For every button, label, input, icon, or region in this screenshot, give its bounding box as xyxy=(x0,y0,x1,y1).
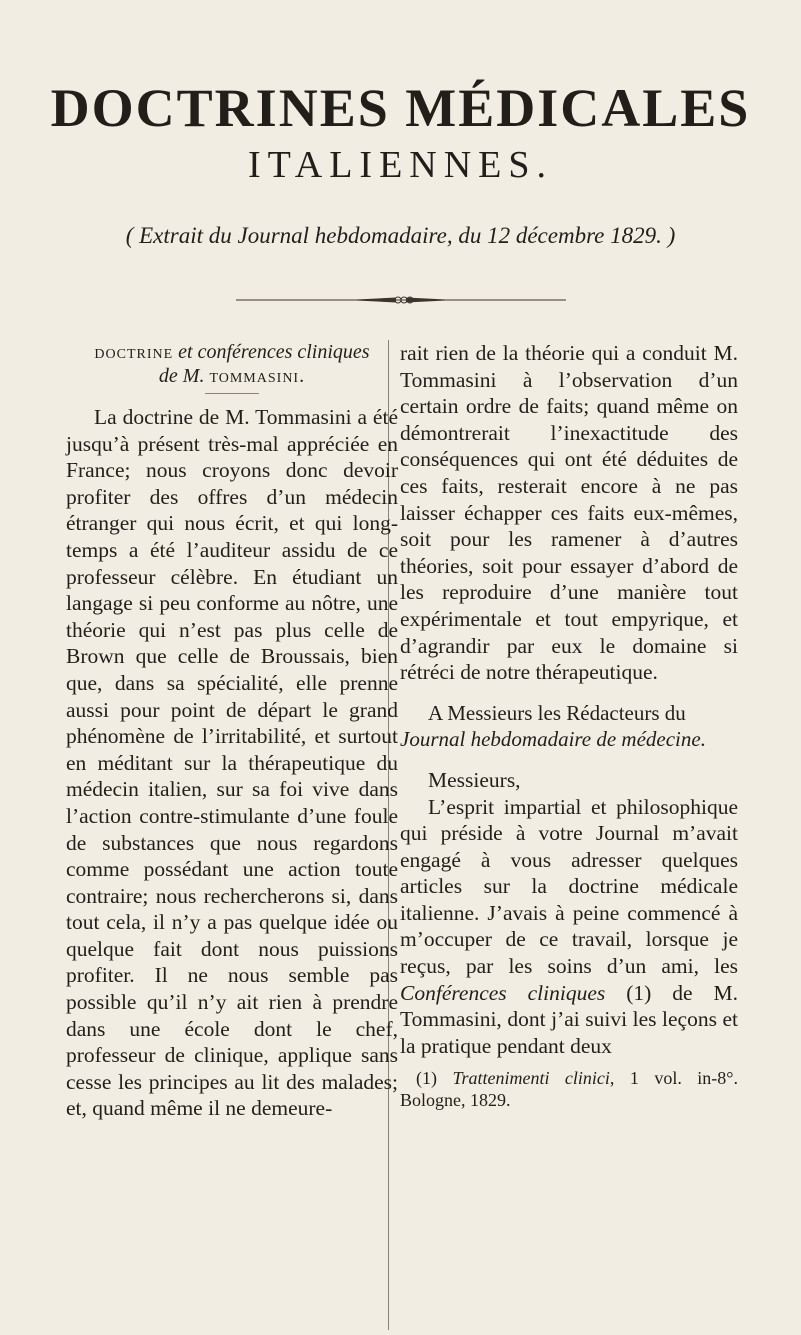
heading-connector: et xyxy=(178,341,193,363)
extract-open: ( xyxy=(125,223,140,248)
letter-address xyxy=(400,700,738,753)
continuation-paragraph: rait rien de la théorie qui a conduit M. Tommasini à l’observation d’un certain ordre de faits; quand même on démontrerait l’inexactitude des conséquences qui ont été déduites de ces faits, resterait encore à ne pas laisser échapper ces faits eux-mêmes, soit pour les ramener à d’autres théories, soit pour essayer d’abord de les reproduire d’une manière tout expérimentale et tout empyrique, et d’agrandir par eux le domaine si rétréci de notre thérapeutique. xyxy=(400,341,738,685)
article-heading-line1 xyxy=(66,340,398,364)
left-column xyxy=(66,340,398,1122)
letter-ref: (1) de xyxy=(605,980,693,1005)
heading-doctrine: doctrine xyxy=(94,341,174,363)
address-prefix: A Messieurs les Rédacteurs du xyxy=(428,700,686,725)
extract-text: Extrait du Journal hebdomadaire, du xyxy=(139,223,482,248)
address-journal: Journal hebdomadaire de médecine. xyxy=(400,727,706,752)
letter-italic-title: Conférences cliniques xyxy=(400,980,606,1005)
footnote-marker: (1) xyxy=(416,1068,453,1089)
extract-date: 12 décembre 1829. xyxy=(481,223,662,248)
main-subtitle: ITALIENNES. xyxy=(247,144,554,186)
article-heading-line2 xyxy=(66,364,398,388)
letter-salutation: Messieurs, xyxy=(428,767,521,792)
heading-de: de M. xyxy=(158,365,205,387)
ornamental-rule-icon xyxy=(236,296,566,304)
letter-part1: L’esprit impartial et philosophique qui préside à votre Journal m’avait engagé à vous adresser quelques articles sur la doctrine médicale italienne. J’avais à peine commencé à m’occuper de ce travail, lorsque je reçus, par les soins d’un ami, les xyxy=(400,794,738,979)
extract-line xyxy=(0,221,801,251)
letter-body xyxy=(400,794,738,1060)
footnote-rest: , 1 vol. in-8°. Bologne, 1829. xyxy=(400,1068,738,1111)
heading-name: tommasini. xyxy=(209,365,306,387)
intro-paragraph: La doctrine de M. Tommasini a été jusqu’à présent très-mal appréciée en France; nous croyons donc devoir profiter des offres d’un médecin étranger qui nous écrit, et qui long-temps a été l’auditeur assidu de ce professeur célèbre. En étudiant un langage si peu conforme au nôtre, une théorie qui n’est pas plus celle de Brown que celle de Broussais, bien que, dans sa spécialité, elle prenne aussi pour point de départ le grand phénomène de l’irritabilité, et surtout en méditant sur la thérapeutique du médecin italien, sur sa foi vive dans l’action contre-stimulante d’une foule de substances que nous regardons comme possédant une action toute contraire; nous rechercherons si, dans tout cela, il n’y a pas quelque idée ou quelque fait dont nous puissions profiter. Il ne nous semble pas possible qu’il n’y ait rien à prendre dans une école dont le chef, professeur de clinique, applique sans cesse les principes au lit des malades; et, quand même il ne demeure- xyxy=(66,405,398,1121)
main-title: DOCTRINES MÉDICALES xyxy=(50,78,751,138)
footnote xyxy=(400,1067,738,1111)
heading-rule xyxy=(205,393,259,394)
extract-close: ) xyxy=(661,223,676,248)
right-column xyxy=(400,340,738,1111)
heading-italic: conférences cliniques xyxy=(197,341,370,363)
footnote-italic: Trattenimenti clinici xyxy=(452,1068,610,1089)
letter-part2: M. Tommasini, dont j’ai suivi les leçons et la pratique pendant deux xyxy=(400,980,738,1058)
